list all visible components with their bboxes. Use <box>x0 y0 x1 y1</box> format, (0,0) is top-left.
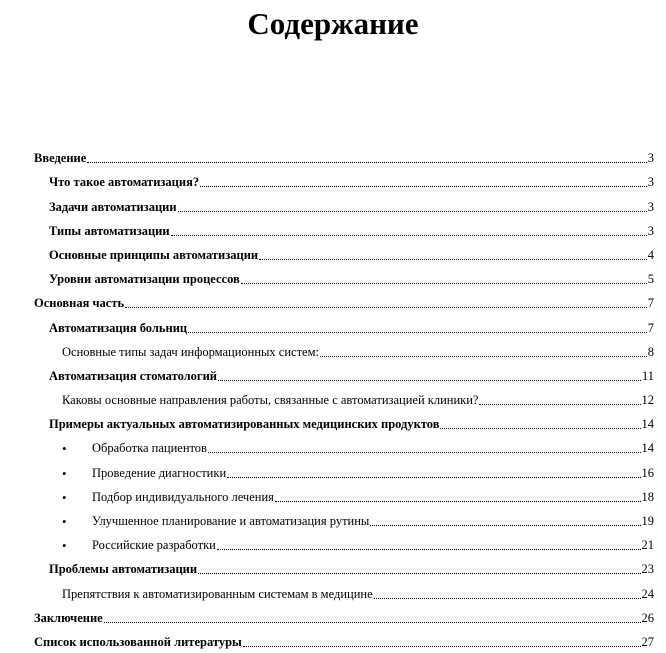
toc-entry-text: Основные принципы автоматизации <box>49 247 259 262</box>
bullet-icon: • <box>62 489 67 505</box>
toc-dot-leader <box>479 403 640 405</box>
toc-entry-text: Автоматизация больниц <box>49 320 188 335</box>
toc-entry-introduction[interactable] <box>34 142 654 166</box>
toc-entry-automation-levels[interactable] <box>34 263 654 287</box>
toc-dot-leader <box>198 572 640 574</box>
toc-entry-text: Что такое автоматизация? <box>49 175 200 190</box>
toc-page-number: 8 <box>647 344 654 359</box>
toc-entry-clinic-directions[interactable] <box>34 384 654 408</box>
toc-entry-main-part[interactable] <box>34 287 654 311</box>
toc-dot-leader <box>171 234 647 236</box>
toc-entry-automation-problems[interactable] <box>34 553 654 577</box>
toc-dot-leader <box>320 355 647 357</box>
toc-entry-dental-automation[interactable] <box>34 360 654 384</box>
toc-entry-automation-types[interactable] <box>34 215 654 239</box>
toc-entry-text: Российские разработки <box>92 538 216 553</box>
toc-dot-leader <box>241 282 647 284</box>
toc-page-number: 24 <box>641 586 654 601</box>
toc-entry-text: Улучшенное планирование и автоматизация рутины <box>92 514 370 528</box>
toc-dot-leader <box>87 161 646 163</box>
toc-entry-text: Заключение <box>34 610 103 625</box>
bullet-icon: • <box>62 465 67 481</box>
toc-dot-leader <box>208 451 641 453</box>
toc-dot-leader <box>125 306 647 308</box>
toc-entry-text: Основные типы задач информационных систем: <box>62 344 319 359</box>
toc-page-number: 5 <box>647 272 654 287</box>
page-title: Содержание <box>247 6 419 41</box>
toc-entry-russian-developments[interactable] <box>34 529 654 553</box>
toc-page-number: 27 <box>641 634 654 649</box>
toc-dot-leader <box>259 258 647 260</box>
toc-entry-text: Основная часть <box>34 296 125 311</box>
toc-entry-medical-products[interactable] <box>34 408 654 432</box>
toc-dot-leader <box>243 645 641 647</box>
toc-entry-text: Проведение диагностики <box>92 465 227 480</box>
toc-dot-leader <box>218 379 641 381</box>
toc-page-number: 14 <box>641 417 654 432</box>
toc-entry-text: Введение <box>34 151 87 166</box>
toc-dot-leader <box>178 210 647 212</box>
toc-page-number: 7 <box>647 320 654 335</box>
toc-page-number: 3 <box>647 175 654 190</box>
toc-entry-text: Список использованной литературы <box>34 634 242 649</box>
bullet-icon: • <box>62 441 67 457</box>
toc-entry-diagnostics[interactable] <box>34 456 654 480</box>
table-of-contents <box>34 142 654 650</box>
toc-dot-leader <box>275 500 641 502</box>
toc-dot-leader <box>217 548 641 550</box>
toc-page-number: 18 <box>641 489 654 504</box>
toc-page-number: 7 <box>647 296 654 311</box>
toc-entry-hospital-automation[interactable] <box>34 311 654 335</box>
toc-entry-text: Задачи автоматизации <box>49 199 177 214</box>
toc-page-number: 23 <box>641 562 654 577</box>
bullet-icon: • <box>62 538 67 554</box>
toc-entry-patient-processing[interactable] <box>34 432 654 456</box>
toc-page-number: 19 <box>641 514 654 528</box>
toc-page-number: 12 <box>641 393 654 408</box>
toc-entry-text: Каковы основные направления работы, связанные с автоматизацией клиники? <box>62 393 479 408</box>
toc-page-number: 3 <box>647 151 654 166</box>
toc-entry-automation-tasks[interactable] <box>34 190 654 214</box>
toc-dot-leader <box>370 524 640 526</box>
toc-dot-leader <box>440 427 640 429</box>
toc-entry-text: Типы автоматизации <box>49 223 170 238</box>
toc-page-number: 21 <box>641 538 654 553</box>
toc-entry-text: Автоматизация стоматологий <box>49 368 218 383</box>
toc-entry-obstacles[interactable] <box>34 577 654 601</box>
toc-entry-planning-routine[interactable] <box>34 505 654 529</box>
toc-page-number: 4 <box>647 247 654 262</box>
toc-page-number: 3 <box>647 199 654 214</box>
toc-entry-individual-treatment[interactable] <box>34 481 654 505</box>
toc-entry-conclusion[interactable] <box>34 602 654 626</box>
toc-entry-text: Обработка пациентов <box>92 441 207 456</box>
toc-page-number: 14 <box>641 441 654 456</box>
bullet-icon: • <box>62 514 67 529</box>
toc-entry-info-system-tasks[interactable] <box>34 336 654 360</box>
toc-entry-text: Проблемы автоматизации <box>49 562 198 577</box>
toc-entry-text: Подбор индивидуального лечения <box>92 489 274 504</box>
toc-entry-text: Уровни автоматизации процессов <box>49 272 240 287</box>
toc-entry-what-is-automation[interactable] <box>34 166 654 190</box>
toc-page-number: 26 <box>641 610 654 625</box>
toc-dot-leader <box>188 331 647 333</box>
toc-dot-leader <box>374 597 641 599</box>
toc-page-number: 3 <box>647 223 654 238</box>
toc-dot-leader <box>200 185 647 187</box>
toc-page-number: 16 <box>641 465 654 480</box>
toc-entry-automation-principles[interactable] <box>34 239 654 263</box>
toc-page-number: 11 <box>641 368 654 383</box>
toc-entry-references[interactable] <box>34 626 654 650</box>
toc-entry-text: Препятствия к автоматизированным системам в медицине <box>62 586 373 601</box>
toc-dot-leader <box>227 476 640 478</box>
toc-dot-leader <box>104 621 641 623</box>
toc-entry-text: Примеры актуальных автоматизированных медицинских продуктов <box>49 417 440 432</box>
